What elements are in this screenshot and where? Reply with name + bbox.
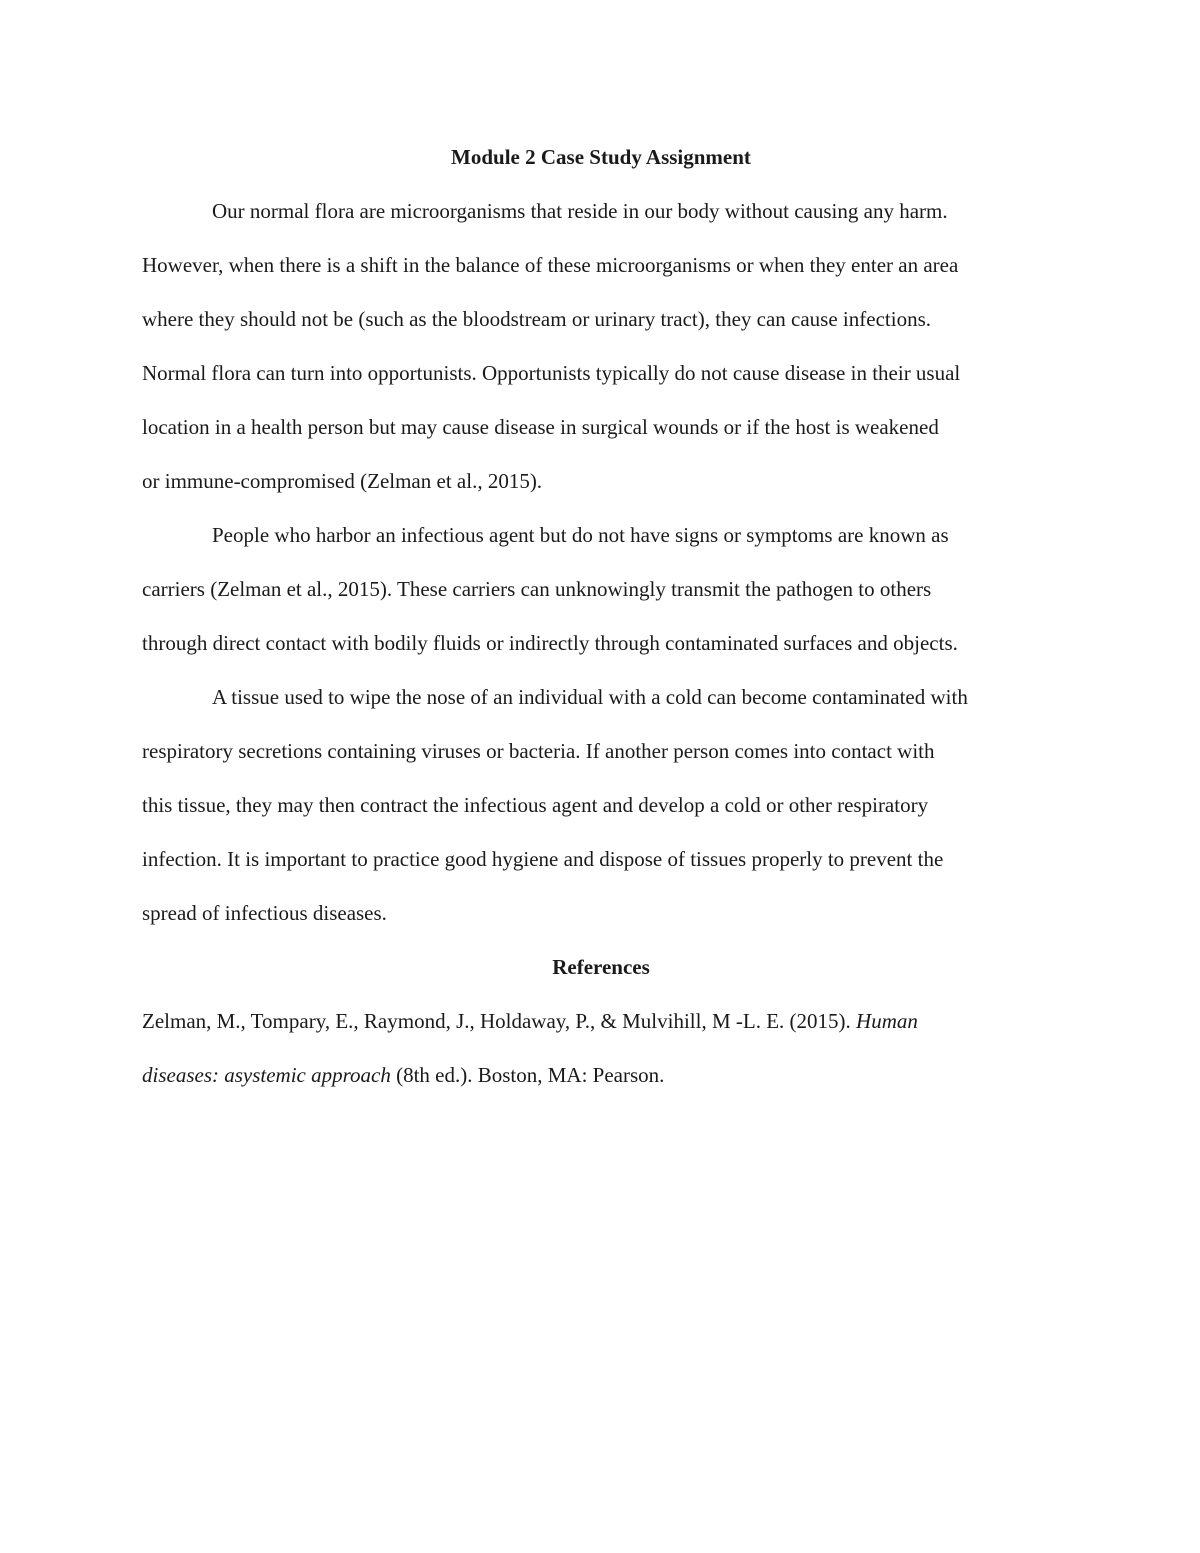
text-line: spread of infectious diseases. (142, 901, 387, 925)
text-line: infection. It is important to practice good hygiene and dispose of tissues properly to prevent the (142, 847, 944, 871)
reference-title-end: diseases: asystemic approach (142, 1063, 391, 1087)
text-line: Normal flora can turn into opportunists. Opportunists typically do not cause disease in their usual (142, 361, 961, 385)
reference-publication: (8th ed.). Boston, MA: Pearson. (390, 1063, 665, 1087)
text-line: However, when there is a shift in the balance of these microorganisms or when they enter an area (142, 253, 959, 277)
text-line: respiratory secretions containing viruses or bacteria. If another person comes into contact with (142, 739, 935, 763)
document-body (142, 130, 1060, 1102)
document-title: Module 2 Case Study Assignment (451, 145, 751, 169)
text-line: or immune-compromised (Zelman et al., 2015). (142, 469, 543, 493)
text-line: People who harbor an infectious agent but do not have signs or symptoms are known as (212, 523, 949, 547)
text-line: this tissue, they may then contract the infectious agent and develop a cold or other respiratory (142, 793, 929, 817)
reference-title-start: Human (856, 1009, 918, 1033)
text-line: carriers (Zelman et al., 2015). These carriers can unknowingly transmit the pathogen to others (142, 577, 932, 601)
reference-line-1 (142, 994, 1060, 1048)
text-line: Our normal flora are microorganisms that reside in our body without causing any harm. (212, 199, 948, 223)
text-line: A tissue used to wipe the nose of an individual with a cold can become contaminated with (212, 685, 968, 709)
paragraph-normal-flora (142, 184, 1060, 508)
text-line: location in a health person but may cause disease in surgical wounds or if the host is weakened (142, 415, 939, 439)
paragraph-tissue-example (142, 670, 1060, 940)
references-heading: References (552, 955, 650, 979)
reference-line-2 (142, 1048, 1060, 1102)
reference-entry (142, 994, 1060, 1102)
paragraph-carriers (142, 508, 1060, 670)
text-line: where they should not be (such as the bloodstream or urinary tract), they can cause infections. (142, 307, 931, 331)
text-line: through direct contact with bodily fluids or indirectly through contaminated surfaces and objects. (142, 631, 958, 655)
reference-authors: Zelman, M., Tompary, E., Raymond, J., Holdaway, P., & Mulvihill, M -L. E. (2015). (142, 1009, 857, 1033)
